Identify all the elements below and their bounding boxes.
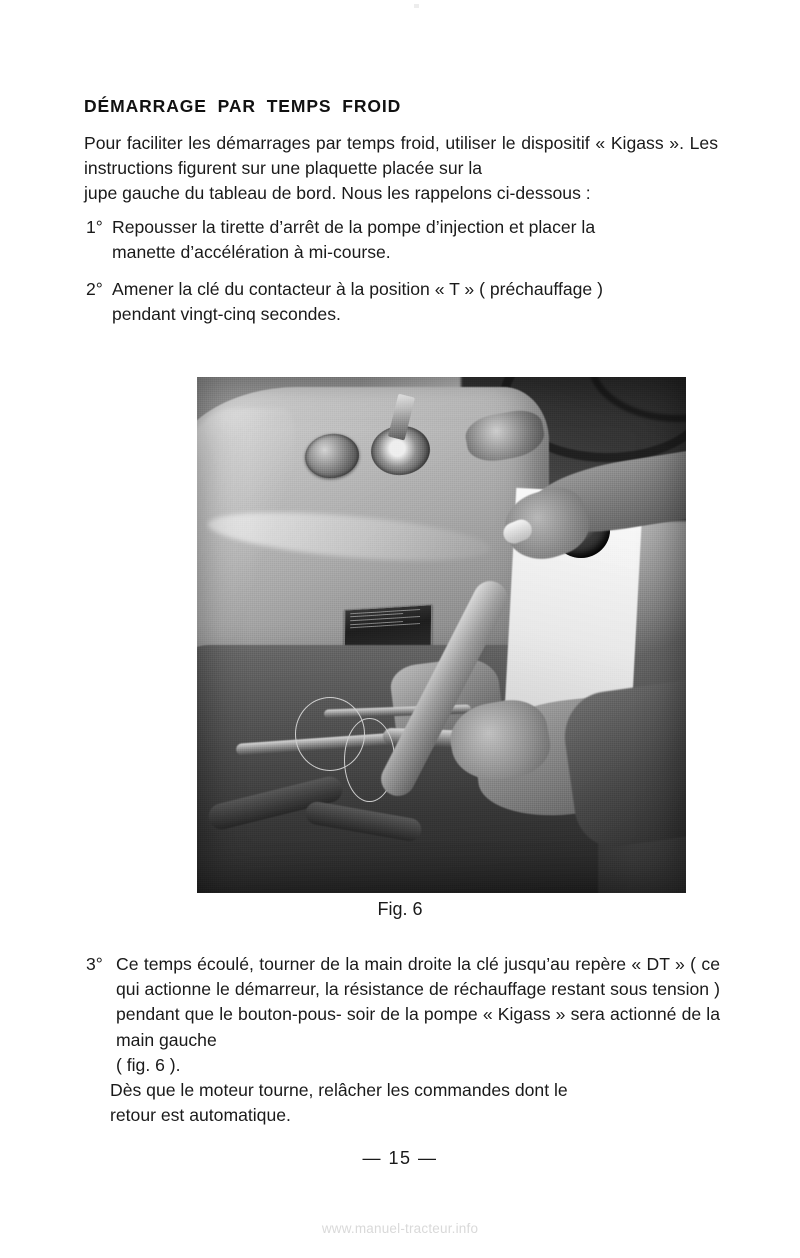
- step-item-1: [86, 215, 718, 265]
- step-item-3: [86, 952, 720, 1078]
- step-2-line-2: pendant vingt-cinq secondes.: [112, 304, 341, 325]
- step-body-1: [112, 215, 718, 265]
- figure-caption: Fig. 6: [377, 899, 423, 919]
- scan-artifact-speck: [414, 4, 419, 8]
- intro-line-3: jupe gauche du tableau de bord. Nous les rappelons ci-dessous :: [84, 183, 591, 204]
- step-item-2: [86, 277, 718, 327]
- intro-line-2: « Kigass ». Les instructions figurent sur une plaquette placée sur la: [84, 133, 719, 179]
- photo-vignette: [197, 377, 686, 893]
- step-3-line-2: repère « DT » ( ce qui actionne le démarreur, la résistance de: [116, 954, 720, 1000]
- watermark: www.manuel-tracteur.info: [321, 1221, 479, 1236]
- step-3-line-4: soir de la pompe « Kigass » sera actionné de la main gauche: [116, 1004, 721, 1050]
- closing-line-2: retour est automatique.: [110, 1105, 291, 1126]
- photo-canvas: [197, 377, 686, 893]
- page-title: DÉMARRAGE PAR TEMPS FROID: [84, 95, 402, 116]
- intro-line-1: Pour faciliter les démarrages par temps froid, utiliser le dispositif: [84, 133, 590, 153]
- step-3-line-5: ( fig. 6 ).: [116, 1054, 181, 1075]
- step-1-line-1: Repousser la tirette d’arrêt de la pompe d’injection et placer la: [112, 217, 596, 237]
- step-marker-1: 1°: [86, 217, 103, 237]
- page-number: — 15 —: [362, 1148, 438, 1168]
- step-marker-3: 3°: [86, 954, 103, 974]
- step-1-line-2: manette d’accélération à mi-course.: [112, 242, 391, 263]
- step-3-line-1: Ce temps écoulé, tourner de la main droite la clé jusqu’au: [116, 954, 570, 974]
- step-body-3: [116, 952, 720, 1078]
- figure-photo: [197, 377, 686, 893]
- step-3-line-3: réchauffage restant sous tension ) pendant que le bouton-pous-: [116, 979, 721, 1025]
- step-marker-2: 2°: [86, 279, 103, 299]
- intro-paragraph: [84, 131, 718, 207]
- closing-line-1: Dès que le moteur tourne, relâcher les commandes dont le: [110, 1080, 568, 1100]
- step-body-2: [112, 277, 718, 327]
- closing-paragraph: [110, 1078, 718, 1128]
- step-2-line-1: Amener la clé du contacteur à la position « T » ( préchauffage ): [112, 279, 603, 299]
